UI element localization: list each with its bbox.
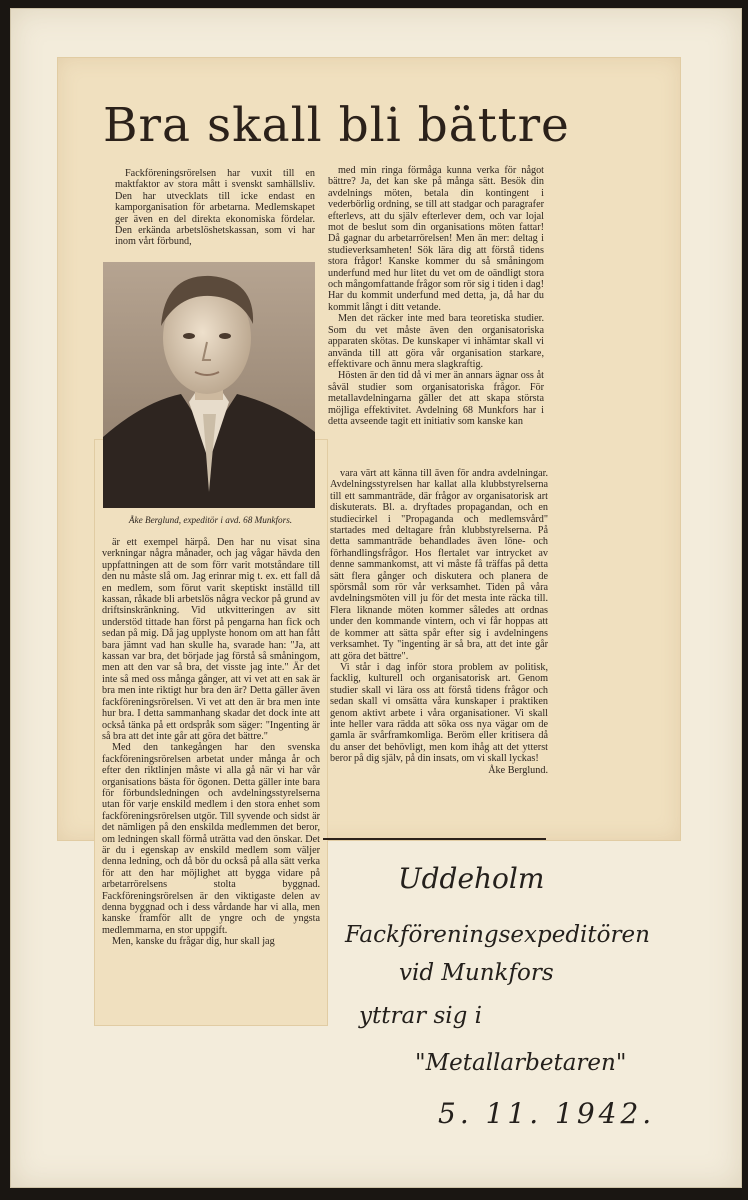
paragraph: med min ringa förmåga kunna verka för något bättre? Ja, det kan ske på många sätt. Besök din avdelnings möten, betala din kontingent i vederbörlig ordning, se till att stadgar och paragrafer efterlevs, att du själv efterlever dem, och var lojal mot de beslut som din organisations möten fattar! Då gagnar du arbetarrörelsen! Men än mer: deltag i studieverksamheten! Sök lära dig att förstå tidens stora frågor! Kanske kommer du så småningom underfund med hur litet du vet om de oändligt stora och mångomfattande frågor som rör sig i tiden i dag! Har du kommit underfund med detta, ja, då har du kommit långt i ditt vetande. xyxy=(328,165,544,313)
article-column-left xyxy=(102,537,320,1020)
paragraph: Vi står i dag inför stora problem av politisk, facklig, kulturell och organisatorisk art. Genom studier skall vi lära oss att förstå tidens frågor och sedan skall vi omsätta våra kunskaper i praktiken genom aktivt arbete i våra organisationer. Vi skall inte heller vara rädda att söka oss nya vägar om de gamla är svårframkomliga. Beröm eller kritisera då du anser det behövligt, men kom ihåg att det ytterst beror på dig själv, på din insats, om vi skall lyckas! xyxy=(330,661,548,765)
handwritten-note-line: Fackföreningsexpeditören xyxy=(345,922,650,948)
column-end-rule xyxy=(323,838,546,840)
handwritten-note-publication: "Metallarbetaren" xyxy=(415,1050,627,1076)
article-column-right-bottom xyxy=(330,468,548,830)
portrait-photo xyxy=(103,262,315,508)
article-headline: Bra skall bli bättre xyxy=(103,98,570,153)
handwritten-note-line: yttrar sig i xyxy=(359,1003,483,1029)
paragraph: Men det räcker inte med bara teoretiska studier. Som du vet måste även den organisatoriska apparaten skötas. De kunskaper vi inhämtar skall vi använda till att göra vår organisation starkare, effektivare och ännu mera slagkraftig. xyxy=(328,313,544,370)
portrait-image xyxy=(103,262,315,508)
paragraph: Fackföreningsrörelsen har vuxit till en maktfaktor av stora mått i svenskt samhällsliv. Den har utvecklats till icke endast en kamporganisation för arbetarna. Medlemskapet ger även en del direkta ekonomiska fördelar. Den erkända arbetslöshetskassan, som vi har inom vårt förbund, xyxy=(115,168,315,248)
paragraph: Men, kanske du frågar dig, hur skall jag xyxy=(112,936,275,948)
paragraph: Med den tankegången har den svenska fackföreningsrörelsen arbetat under många år och efter den riktlinjen måste vi alla gå när vi har vår organisations bästa för ögonen. Detta gäller inte bara för förbundsledningen och avdelningsstyrelserna utan för varje enskild medlem i den stora enhet som fackföreningsrörelsen utgör. Till syvende och sidst är det nämligen på den enskilda medlemmen det beror, om ledningen skall förmå uträtta vad den önskar. Det är du i egenskap av enskild medlem som väljer denna ledning, och då bör du också på alla sätt verka för att den har möjlighet att bygga vidare på arbetarrörelsens stolta byggnad. Fackföreningsrörelsen är den viktigaste delen av denna byggnad och i dess vårdande har vi alla, men kanske framför allt de yngre och de yngsta medlemmarna, en stor uppgift. xyxy=(102,742,320,936)
article-column-intro xyxy=(115,168,315,254)
article-column-right-top xyxy=(328,165,544,453)
handwritten-note-line: vid Munkfors xyxy=(399,960,554,986)
photo-caption: Åke Berglund, expeditör i avd. 68 Munkfors. xyxy=(128,515,293,525)
paragraph: är ett exempel härpå. Den har nu visat sina verkningar några månader, och jag vågar hävda den uppfattningen att de som förr varit motståndare till den nu måste slå om. Jag erinrar mig t. ex. ett fall då en medlem, som förut varit skeptiskt inställd till kassan, råkade bli arbetslös några veckor på grund av driftsinskränkning. Vid utkvitteringen av sitt understöd tittade han först på pengarna han fick och sedan på mig. Då jag upplyste honom om att han fått bara jämnt vad han skulle ha, svarade han: "Ja, att kassan var bra, det började jag förstå så småningom, men att den var så bra, det visste jag inte." Är det inte så med oss många gånger, att vi vet att en sak är bra men inte riktigt hur bra den är? Detta gäller även fackföreningsrörelsen. Vi vet att den är bra men inte hur bra. I detta sammanhang skadar det dock inte att också tänka på ett ordspråk som säger: "Ingenting är så bra att det inte går att göra det bättre." xyxy=(102,537,320,742)
handwritten-note-date: 5. 11. 1942. xyxy=(438,1097,656,1130)
author-signature: Åke Berglund. xyxy=(488,764,548,776)
paragraph: Hösten är den tid då vi mer än annars ägnar oss åt såväl studier som organisatoriska frågor. För metallavdelningarna gäller det att skapa största möjliga effektivitet. Avdelning 68 Munkfors har i detta avseende tagit ett initiativ som kanske kan xyxy=(328,370,544,427)
handwritten-note-place: Uddeholm xyxy=(398,862,545,895)
paragraph: vara värt att känna till även för andra avdelningar. Avdelningsstyrelsen har kallat alla klubbstyrelserna till ett sammanträde, där frågor av organisatorisk art diskuterats. Bl. a. dryftades propagandan, och en studiecirkel i "Propaganda och medlemsvård" startades med deltagare från klubbstyrelserna. På detta sammanträde behandlades även löne- och förhandlingsfrågor. Hos flertalet var intrycket av denne sammankomst, att vi måste få träffas på detta sätt flera gånger och diskutera och planera de spörsmål som rör vår verksamhet. Tiden på våra avdelningsmöten vill ju för det mesta inte räcka till. Flera liknande möten kommer således att ordnas under den kommande vintern, och vi får hoppas att de kommer att sätta spår efter sig i avdelningens verksamhet. Ty "ingenting är så bra, att det inte går att göra det bättre". xyxy=(330,468,548,662)
